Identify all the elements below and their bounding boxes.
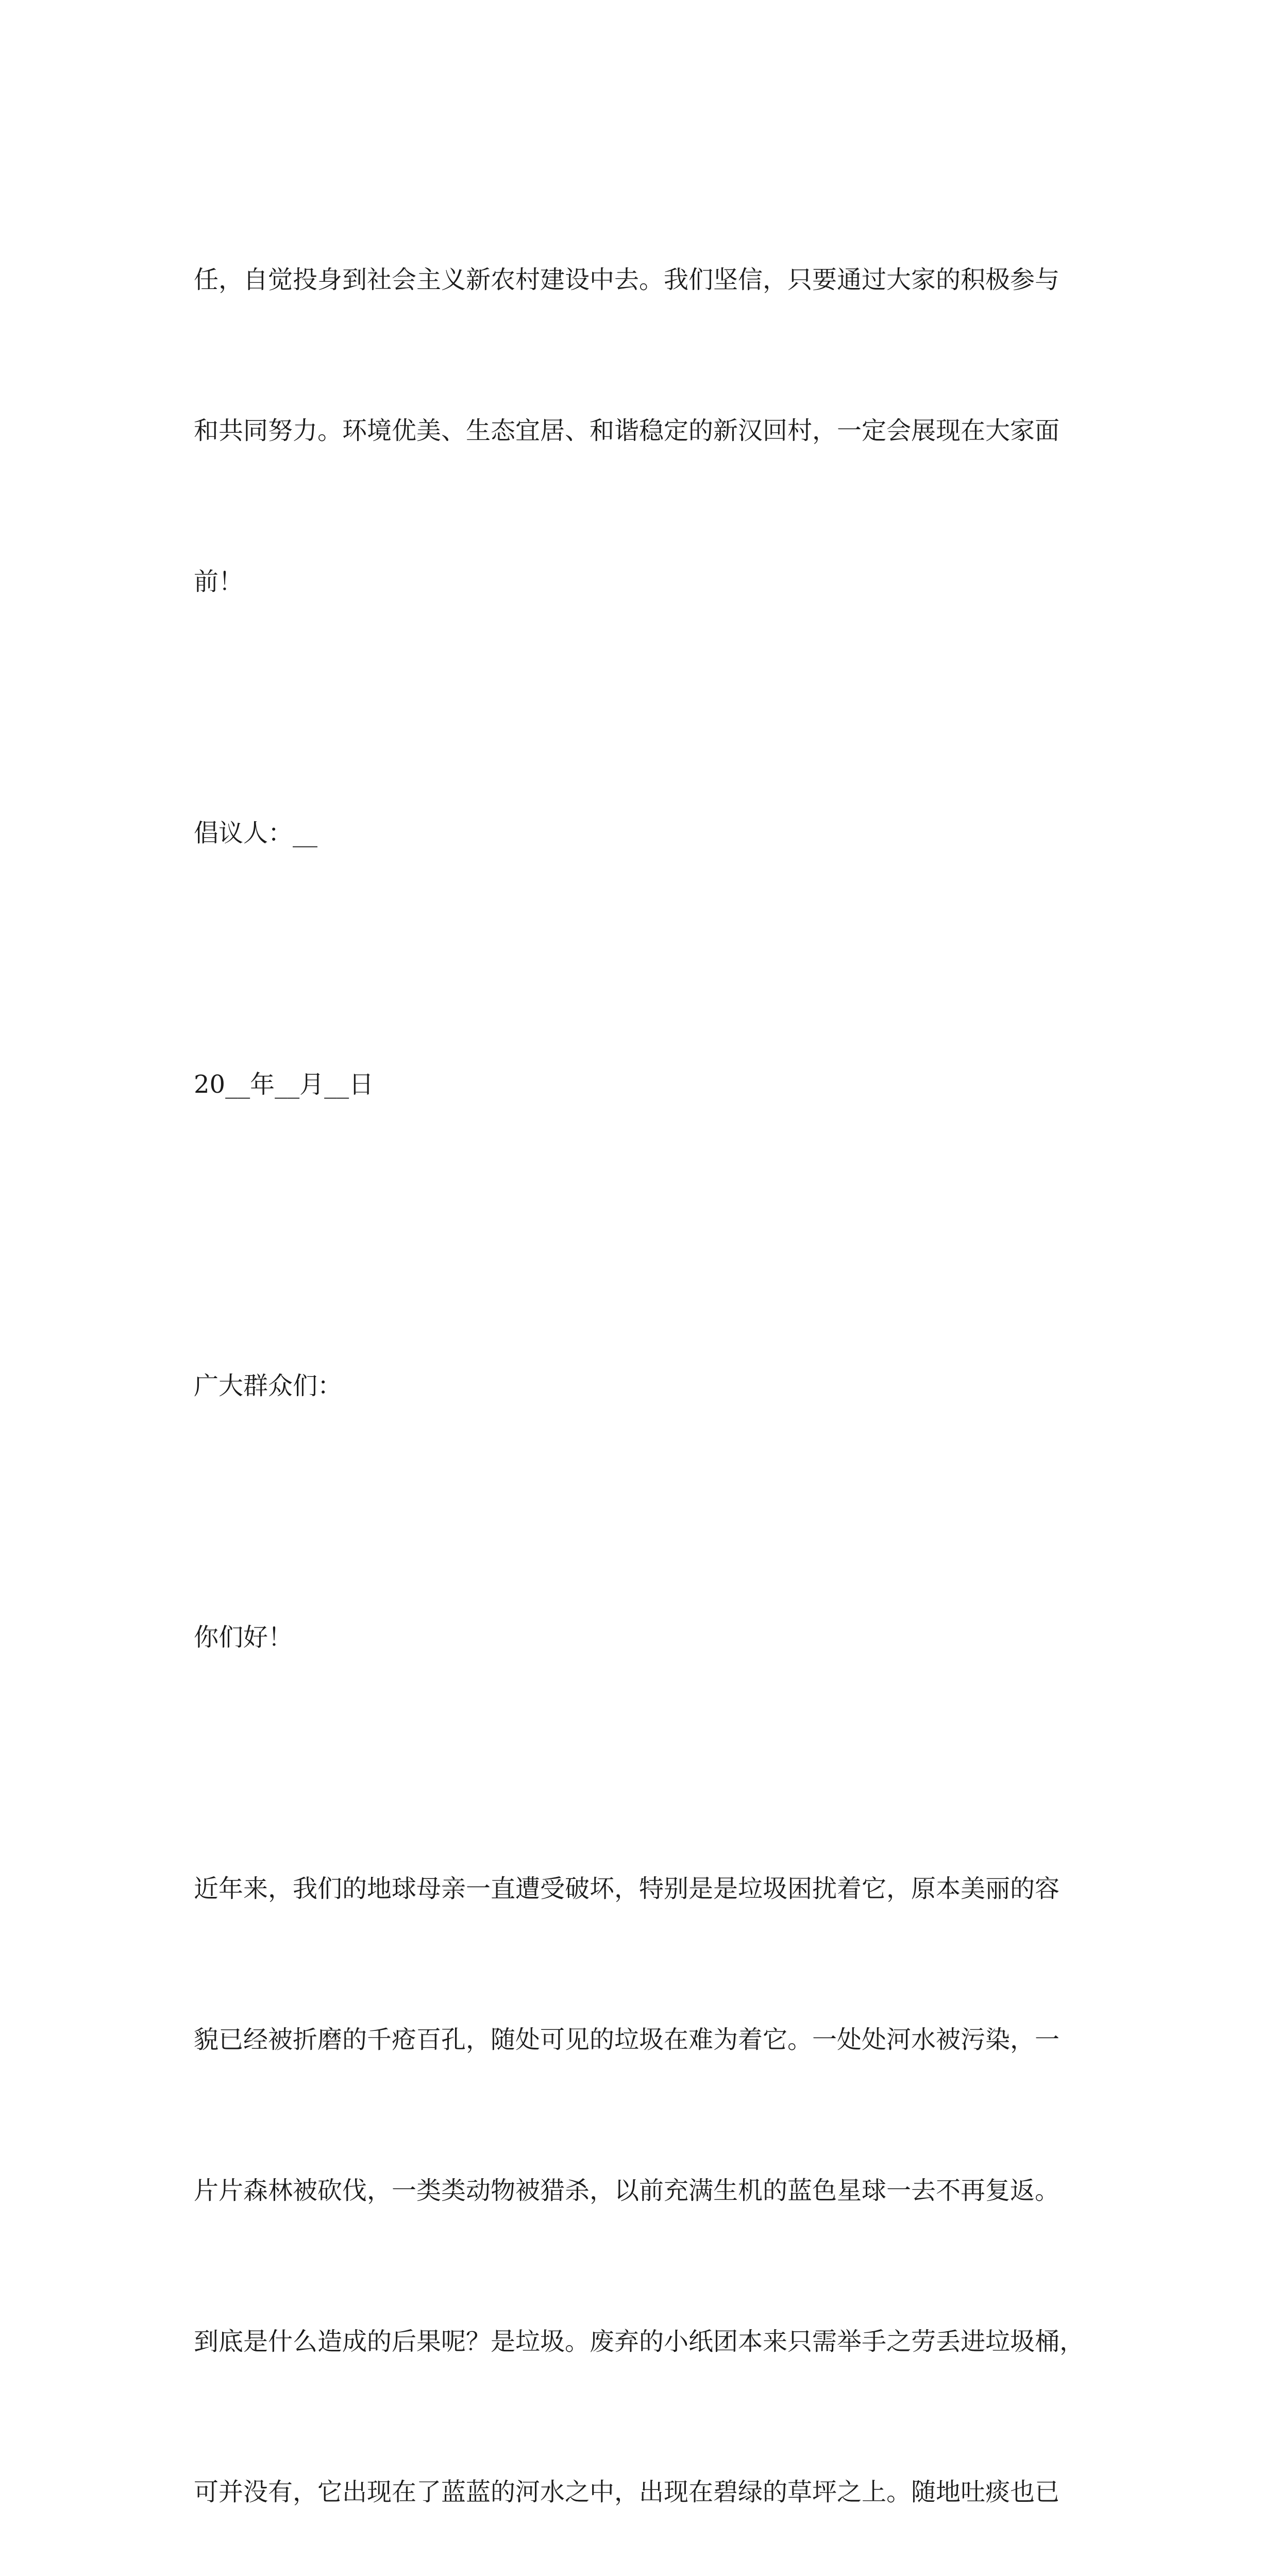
signer-line: 倡议人：__	[194, 818, 318, 848]
text-line: 任，自觉投身到社会主义新农村建设中去。我们坚信，只要通过大家的积极参与	[194, 265, 1060, 295]
text-line: 到底是什么造成的后果呢？是垃圾。废弃的小纸团本来只需举手之劳丢进垃圾桶，	[194, 2327, 1085, 2356]
text-line: 近年来，我们的地球母亲一直遭受破坏，特别是是垃圾困扰着它，原本美丽的容	[194, 1874, 1060, 1904]
paragraph-continuation	[194, 155, 1101, 708]
paragraph-1	[194, 1764, 1101, 2576]
text-line: 前！	[194, 567, 244, 596]
greeting: 你们好！	[194, 1623, 293, 1652]
text-line: 可并没有，它出现在了蓝蓝的河水之中，出现在碧绿的草坪之上。随地吐痰也已	[194, 2478, 1060, 2507]
text-line: 貌已经被折磨的千疮百孔，随处可见的垃圾在难为着它。一处处河水被污染，一	[194, 2025, 1060, 2054]
salutation: 广大群众们：	[194, 1371, 343, 1401]
text-line: 片片森林被砍伐，一类类动物被猎杀，以前充满生机的蓝色星球一去不再复返。	[194, 2176, 1060, 2205]
text-line: 和共同努力。环境优美、生态宜居、和谐稳定的新汉回村，一定会展现在大家面	[194, 416, 1060, 445]
date-line: 20__年__月__日	[194, 1070, 374, 1099]
document-body	[194, 155, 1101, 2576]
section-spacer	[194, 1210, 1101, 1261]
